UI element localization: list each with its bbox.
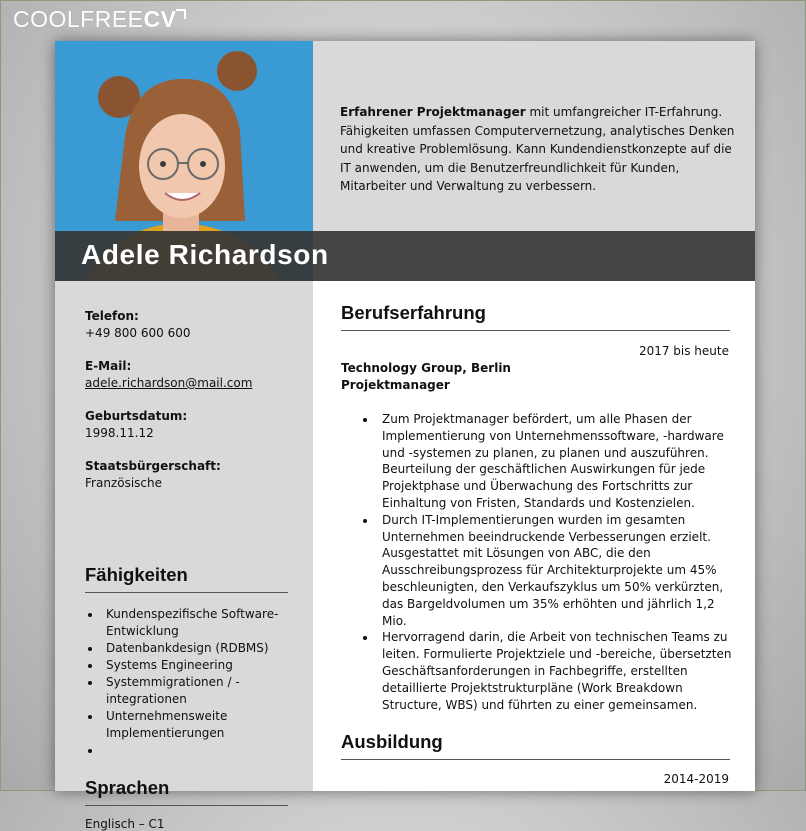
coolfreecv-logo xyxy=(13,6,176,33)
logo-corner-mark xyxy=(176,9,186,19)
birthdate-value: 1998.11.12 xyxy=(85,426,154,440)
resume-page xyxy=(55,41,755,831)
contact-phone xyxy=(85,308,190,342)
phone-label: Telefon: xyxy=(85,309,139,323)
skill-item: Datenbankdesign (RDBMS) xyxy=(85,640,285,657)
logo-light-text: COOLFREE xyxy=(13,6,144,32)
summary-panel xyxy=(313,41,755,231)
citizenship-label: Staatsbürgerschaft: xyxy=(85,459,221,473)
skill-item: Kundenspezifische Software-Entwicklung xyxy=(85,606,285,640)
experience-bullet: Zum Projektmanager befördert, um alle Phasen der Implementierung von Unternehmenssoftware, -hardware und -systemen zu planen, zu planen und auszuführen. Beurteilung der geschäftlichen Auswirkungen für jede Projektphase und Überwachung des Fortschritts zur Einhaltung von Fristen, Standards und Kostenzielen. xyxy=(341,411,733,512)
experience-bullet: Durch IT-Implementierungen wurden im gesamten Unternehmen beeindruckende Verbesserungen erzielt. Ausgestattet mit Lösungen von ABC, die den Ausschreibungsprozess für Architekturprojekte um 45% beschleunigten, den Verkaufszyklus um 50% verkürzten, das Bargeldvolumen um 35% erhöhten und jährlich 1,2 Mio. xyxy=(341,512,733,630)
skill-item-empty xyxy=(85,742,285,759)
skill-item: Systems Engineering xyxy=(85,657,285,674)
skill-item: Systemmigrationen / -integrationen xyxy=(85,674,285,708)
email-link[interactable]: adele.richardson@mail.com xyxy=(85,376,253,390)
experience-role: Projektmanager xyxy=(341,378,450,392)
experience-heading: Berufserfahrung xyxy=(341,302,730,331)
profile-summary xyxy=(340,103,735,196)
summary-highlight: Erfahrener Projektmanager xyxy=(340,105,526,119)
experience-bullets xyxy=(341,411,733,713)
summary-text: mit umfangreicher IT-Erfahrung. Fähigkeiten umfassen Computervernetzung, analytisches Denken und kreative Problemlösung. Kann Kundendienstkonzepte auf die IT anwenden, um die Benutzerfreundlichkeit für Kunden, Mitarbeiter und Verwaltung zu verbessern. xyxy=(340,105,735,193)
experience-company: Technology Group, Berlin xyxy=(341,361,511,375)
experience-date: 2017 bis heute xyxy=(638,344,729,358)
contact-birthdate xyxy=(85,408,187,442)
logo-bold-text: CV xyxy=(143,6,177,32)
languages-heading: Sprachen xyxy=(85,777,288,806)
contact-citizenship xyxy=(85,458,221,492)
language-item: Englisch – C1 xyxy=(85,817,165,831)
sidebar xyxy=(55,281,313,831)
contact-email xyxy=(85,358,252,392)
citizenship-value: Französische xyxy=(85,476,162,490)
name-banner xyxy=(55,231,755,281)
education-heading: Ausbildung xyxy=(341,731,730,760)
email-label: E-Mail: xyxy=(85,359,132,373)
phone-value: +49 800 600 600 xyxy=(85,326,191,340)
birthdate-label: Geburtsdatum: xyxy=(85,409,188,423)
candidate-name: Adele Richardson xyxy=(81,239,329,270)
skills-list xyxy=(85,606,285,759)
experience-bullet: Hervorragend darin, die Arbeit von technischen Teams zu leiten. Formulierte Projektziele und -bereiche, übersetzten Geschäftsanforderungen in Fachbegriffe, erstellten detaillierte Projektstrukturpläne (Work Breakdown Structure, WBS) und führten zu einer gemeinsamen. xyxy=(341,629,733,713)
skills-heading: Fähigkeiten xyxy=(85,564,288,593)
education-date: 2014-2019 xyxy=(663,772,729,786)
skill-item: Unternehmensweite Implementierungen xyxy=(85,708,285,742)
